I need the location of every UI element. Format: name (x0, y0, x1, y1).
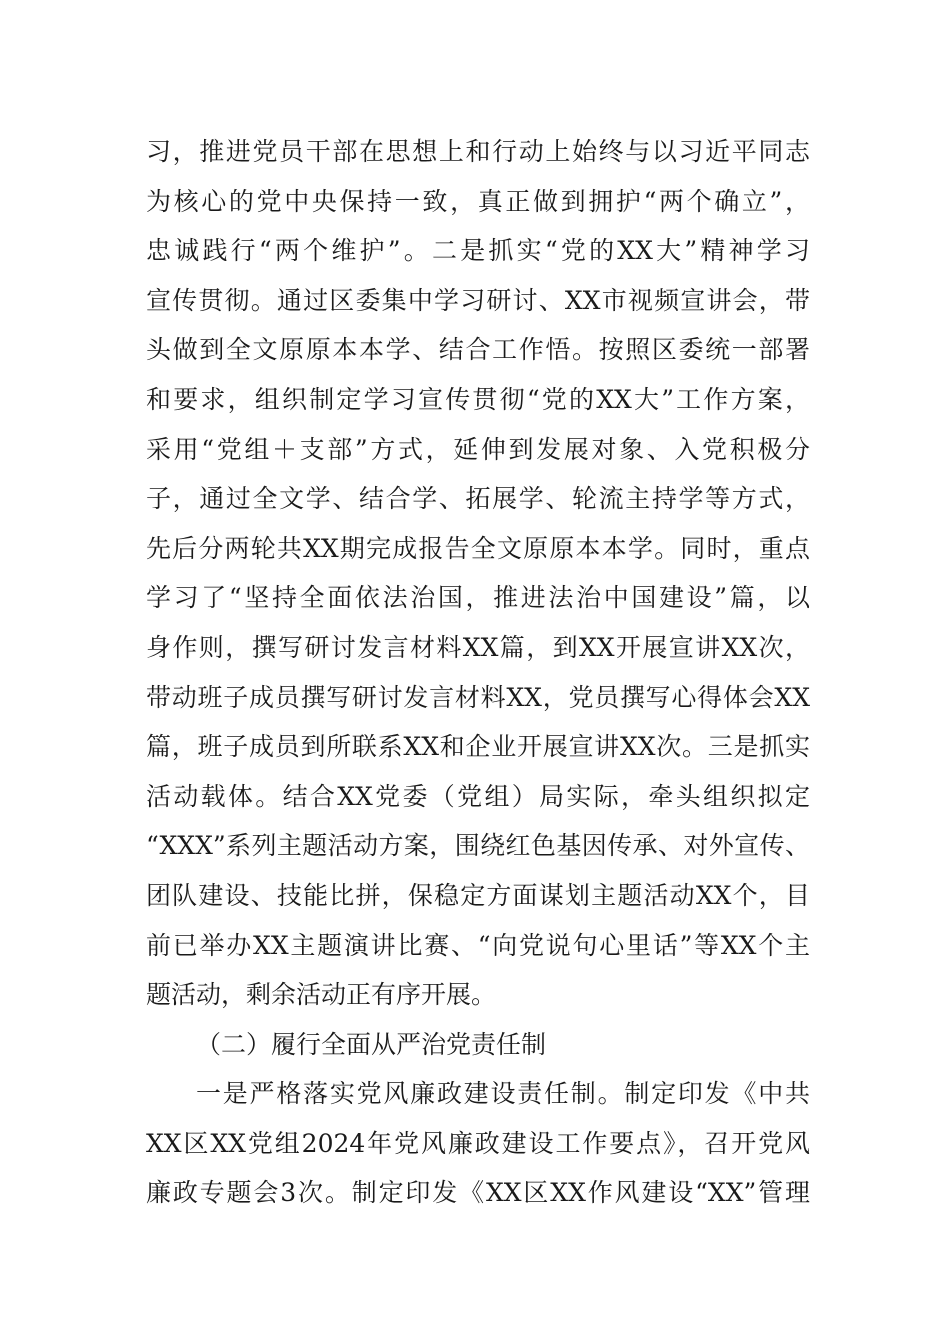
text-line: 题活动，剩余活动正有序开展。 (146, 980, 497, 1010)
text-line: 先后分两轮共XX期完成报告全文原原本本学。同时，重点 (146, 533, 810, 563)
text-line: 子，通过全文学、结合学、拓展学、轮流主持学等方式， (146, 484, 810, 514)
text-line: 身作则，撰写研讨发言材料XX篇，到XX开展宣讲XX次， (146, 632, 810, 662)
text-line: 忠诚践行“两个维护”。二是抓实“党的XX大”精神学习 (146, 236, 810, 266)
section-heading: （二）履行全面从严治党责任制 (196, 1029, 547, 1059)
document-body (146, 127, 810, 1218)
text-line: 前已举办XX主题演讲比赛、“向党说句心里话”等XX个主 (146, 930, 810, 960)
text-line: 学习了“坚持全面依法治国，推进法治中国建设”篇，以 (146, 583, 810, 613)
text-line: 篇，班子成员到所联系XX和企业开展宣讲XX次。三是抓实 (146, 732, 810, 762)
text-line: 一是严格落实党风廉政建设责任制。制定印发《中共 (196, 1079, 810, 1109)
text-line: 习，推进党员干部在思想上和行动上始终与以习近平同志 (146, 137, 810, 166)
text-line: 头做到全文原原本本学、结合工作悟。按照区委统一部署 (146, 335, 810, 365)
text-line: 廉政专题会3次。制定印发《XX区XX作风建设“XX”管理 (146, 1178, 810, 1208)
text-line: 和要求，组织制定学习宣传贯彻“党的XX大”工作方案， (146, 384, 810, 414)
text-line: 带动班子成员撰写研讨发言材料XX，党员撰写心得体会XX (146, 682, 810, 712)
text-line: “XXX”系列主题活动方案，围绕红色基因传承、对外宣传、 (146, 831, 810, 861)
text-line: 团队建设、技能比拼，保稳定方面谋划主题活动XX个，目 (146, 880, 810, 910)
text-line: XX区XX党组2024年党风廉政建设工作要点》，召开党风 (146, 1128, 810, 1158)
text-line: 采用“党组＋支部”方式，延伸到发展对象、入党积极分 (146, 434, 810, 464)
text-line: 为核心的党中央保持一致，真正做到拥护“两个确立”， (146, 186, 810, 216)
text-line: 活动载体。结合XX党委（党组）局实际，牵头组织拟定 (146, 781, 810, 811)
text-line: 宣传贯彻。通过区委集中学习研讨、XX市视频宣讲会，带 (146, 285, 810, 315)
